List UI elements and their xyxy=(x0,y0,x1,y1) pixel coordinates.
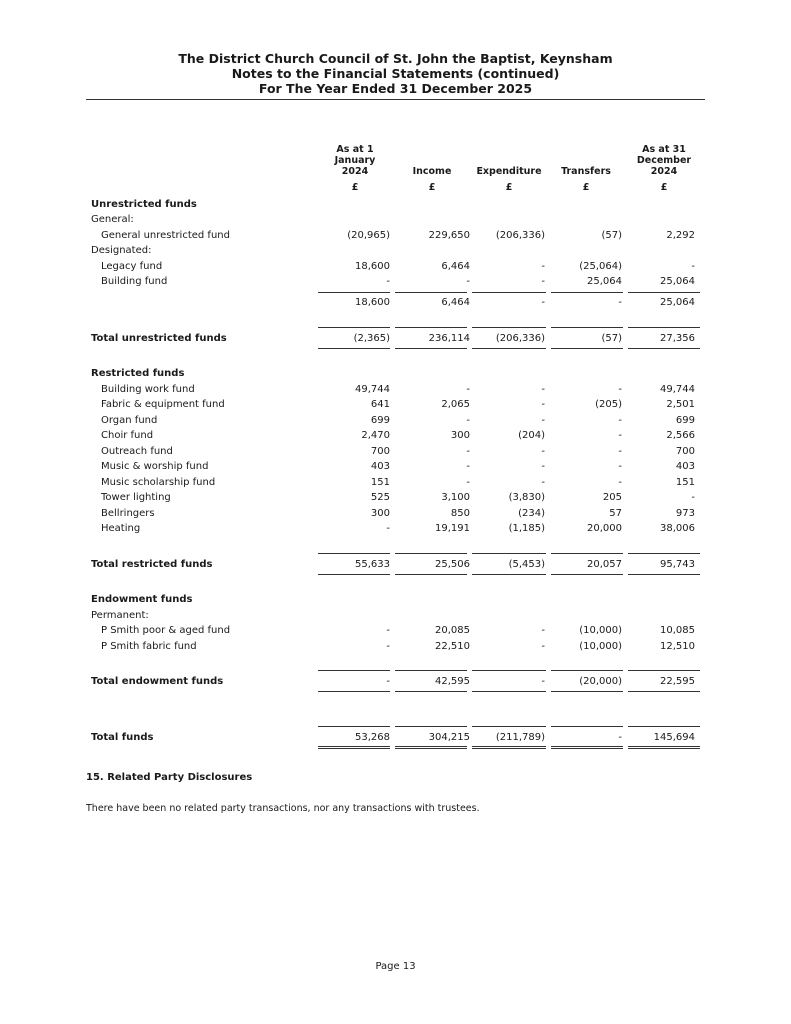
currency-symbol: £ xyxy=(351,182,359,193)
currency-symbol: £ xyxy=(660,182,668,193)
grand-total-rule xyxy=(472,726,546,727)
currency-symbol: £ xyxy=(582,182,590,193)
section-heading-restricted: Restricted funds xyxy=(91,368,185,379)
grand-total-rule xyxy=(318,726,390,727)
grand-total-rule xyxy=(395,726,467,727)
total-rule xyxy=(628,670,700,671)
table-row: Building work fund 49,744 - - - 49,744 xyxy=(101,384,695,395)
total-rule xyxy=(395,553,467,554)
table-row: Bellringers 300 850 (234) 57 973 xyxy=(101,508,695,519)
table-row: Heating - 19,191 (1,185) 20,000 38,006 xyxy=(101,523,695,534)
total-endowment-row: Total endowment funds - 42,595 - (20,000) 22,595 xyxy=(91,676,695,687)
total-rule xyxy=(318,327,390,328)
col-head-transfers: Transfers xyxy=(561,166,611,177)
total-rule xyxy=(395,348,467,349)
currency-symbol: £ xyxy=(505,182,513,193)
total-rule xyxy=(472,691,546,692)
total-rule xyxy=(628,327,700,328)
total-rule xyxy=(551,574,623,575)
total-rule xyxy=(318,670,390,671)
total-rule xyxy=(318,574,390,575)
col-head-opening: As at 1 January 2024 xyxy=(334,144,376,177)
table-row: Building fund - - - 25,064 25,064 xyxy=(101,276,695,287)
total-rule xyxy=(628,691,700,692)
total-rule xyxy=(395,327,467,328)
table-row: Legacy fund 18,600 6,464 - (25,064) - xyxy=(101,261,695,272)
subtotal-rule xyxy=(395,292,467,293)
grand-total-double-rule xyxy=(395,746,467,749)
subtotal-rule xyxy=(551,292,623,293)
table-row: Fabric & equipment fund 641 2,065 - (205) 2,501 xyxy=(101,399,695,410)
table-row: P Smith poor & aged fund - 20,085 - (10,000) 10,085 xyxy=(101,625,695,636)
total-rule xyxy=(628,574,700,575)
note-text: There have been no related party transactions, nor any transactions with trustees. xyxy=(86,803,480,814)
section-heading-unrestricted: Unrestricted funds xyxy=(91,199,197,210)
total-rule xyxy=(472,574,546,575)
subtotal-rule xyxy=(472,292,546,293)
subtotal-rule xyxy=(318,292,390,293)
subtotal-rule xyxy=(628,292,700,293)
total-rule xyxy=(551,553,623,554)
currency-symbol: £ xyxy=(428,182,436,193)
subheading-general: General: xyxy=(91,214,134,225)
grand-total-double-rule xyxy=(628,746,700,749)
total-rule xyxy=(318,348,390,349)
col-head-expenditure: Expenditure xyxy=(476,166,542,177)
total-restricted-row: Total restricted funds 55,633 25,506 (5,453) 20,057 95,743 xyxy=(91,559,695,570)
notes-title: Notes to the Financial Statements (continued) xyxy=(231,66,560,81)
total-rule xyxy=(395,691,467,692)
subheading-designated: Designated: xyxy=(91,245,152,256)
total-rule xyxy=(395,670,467,671)
grand-total-double-rule xyxy=(472,746,546,749)
grand-total-rule xyxy=(551,726,623,727)
total-rule xyxy=(551,327,623,328)
col-head-income: Income xyxy=(412,166,452,177)
table-row: Tower lighting 525 3,100 (3,830) 205 - xyxy=(101,492,695,503)
total-rule xyxy=(628,553,700,554)
period-title: For The Year Ended 31 December 2025 xyxy=(258,81,533,96)
total-rule xyxy=(318,691,390,692)
table-row: Organ fund 699 - - - 699 xyxy=(101,415,695,426)
table-row: Music scholarship fund 151 - - - 151 xyxy=(101,477,695,488)
table-row: Outreach fund 700 - - - 700 xyxy=(101,446,695,457)
designated-subtotal-row: 18,600 6,464 - - 25,064 xyxy=(355,297,695,308)
total-rule xyxy=(551,691,623,692)
total-rule xyxy=(472,670,546,671)
total-rule xyxy=(472,553,546,554)
col-head-closing: As at 31 December 2024 xyxy=(636,144,692,177)
council-name: The District Church Council of St. John the Baptist, Keynsham xyxy=(178,51,613,66)
grand-total-rule xyxy=(628,726,700,727)
document-header xyxy=(86,51,705,96)
table-row: General unrestricted fund (20,965) 229,650 (206,336) (57) 2,292 xyxy=(101,230,695,241)
total-rule xyxy=(318,553,390,554)
table-row: P Smith fabric fund - 22,510 - (10,000) 12,510 xyxy=(101,641,695,652)
header-rule xyxy=(86,99,705,100)
subheading-permanent: Permanent: xyxy=(91,610,149,621)
total-rule xyxy=(628,348,700,349)
grand-total-double-rule xyxy=(318,746,390,749)
total-funds-row: Total funds 53,268 304,215 (211,789) - 145,694 xyxy=(91,732,695,743)
section-heading-endowment: Endowment funds xyxy=(91,594,193,605)
table-row: Music & worship fund 403 - - - 403 xyxy=(101,461,695,472)
total-rule xyxy=(551,670,623,671)
total-rule xyxy=(472,327,546,328)
total-rule xyxy=(472,348,546,349)
total-rule xyxy=(551,348,623,349)
grand-total-double-rule xyxy=(551,746,623,749)
note-heading: 15. Related Party Disclosures xyxy=(86,772,253,783)
page-number: Page 13 xyxy=(375,961,416,972)
table-row: Choir fund 2,470 300 (204) - 2,566 xyxy=(101,430,695,441)
total-unrestricted-row: Total unrestricted funds (2,365) 236,114 (206,336) (57) 27,356 xyxy=(91,333,695,344)
total-rule xyxy=(395,574,467,575)
